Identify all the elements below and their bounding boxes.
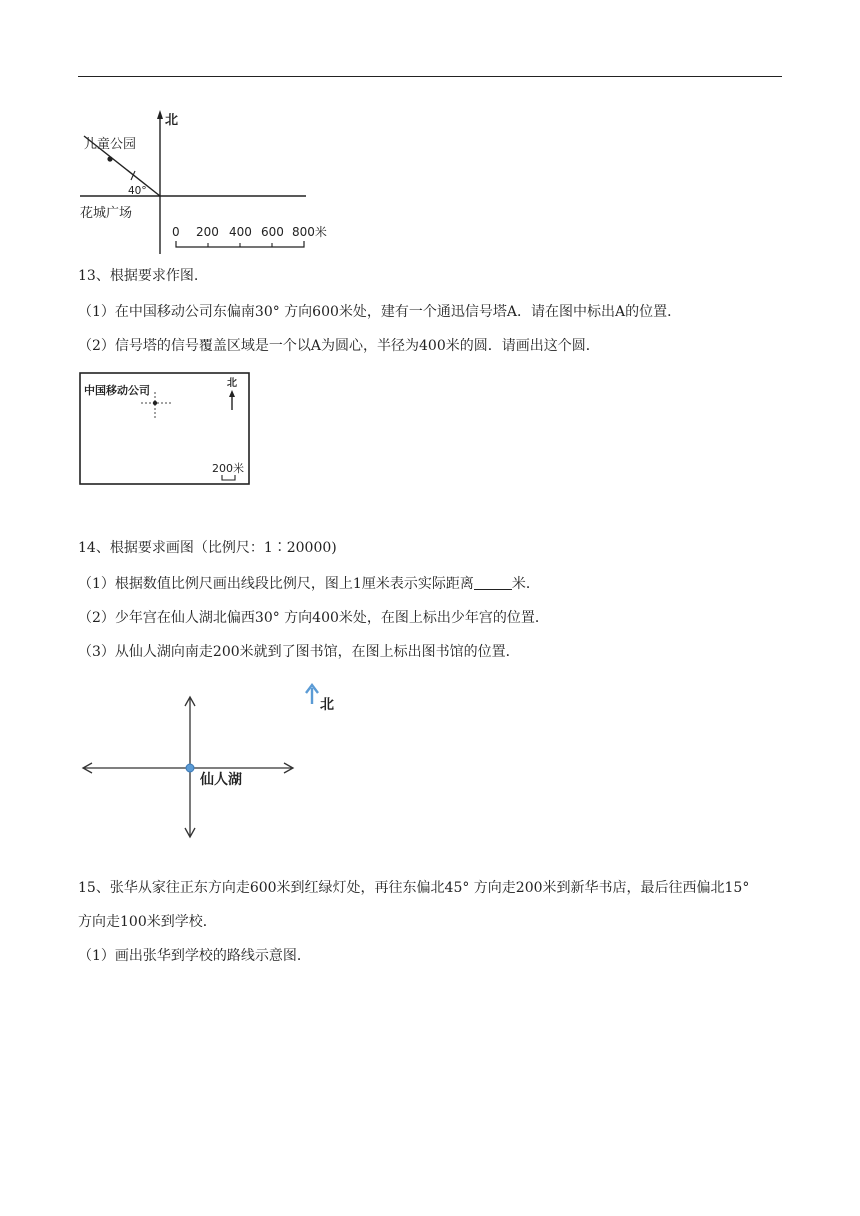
q15-line2: 方向走100米到学校．: [78, 914, 217, 930]
q13-part1: （1）在中国移动公司东偏南30° 方向600米处，建有一个通迅信号塔A．请在图中标出A的位置．: [78, 304, 682, 320]
lake-point: [186, 764, 194, 772]
q15-line1: 15、张华从家往正东方向走600米到红绿灯处，再往东偏北45° 方向走200米到新华书店，最后往西偏北15°: [78, 880, 750, 896]
angle-label: 40°: [128, 185, 147, 197]
north-label: 北: [227, 378, 237, 389]
q14-part2: （2）少年宫在仙人湖北偏西30° 方向400米处，在图上标出少年宫的位置．: [78, 610, 549, 626]
header-rule: [78, 76, 782, 77]
scale-label: 200米: [212, 462, 244, 475]
figure-company-map: [79, 372, 251, 486]
north-label: 北: [320, 697, 334, 713]
park-point: [107, 156, 112, 161]
q13-part2: （2）信号塔的信号覆盖区域是一个以A为圆心，半径为400米的圆．请画出这个圆．: [78, 338, 600, 354]
park-label: 儿童公园: [84, 137, 137, 152]
lake-label: 仙人湖: [200, 772, 242, 788]
scale-label-400: 400: [229, 225, 252, 239]
q13-title: 13、根据要求作图.: [78, 268, 199, 284]
q14-part3: （3）从仙人湖向南走200米就到了图书馆，在图上标出图书馆的位置．: [78, 644, 520, 660]
figure-lake-map: [78, 680, 348, 840]
q15-part1: （1）画出张华到学校的路线示意图．: [78, 948, 311, 964]
q14-title: 14、根据要求画图（比例尺：1∶20000): [78, 540, 337, 556]
answer-blank[interactable]: [474, 575, 512, 590]
q14-part1: （1）根据数值比例尺画出线段比例尺，图上1厘米表示实际距离 米．: [78, 576, 540, 592]
north-arrow-icon: [157, 110, 163, 119]
scale-label-600: 600: [261, 225, 284, 239]
scale-label-200: 200: [196, 225, 219, 239]
scale-label-0: 0: [172, 225, 180, 239]
figure-park-square-map: [78, 104, 340, 260]
square-label: 花城广场: [80, 206, 133, 221]
company-point: [153, 401, 157, 405]
company-label: 中国移动公司: [84, 384, 150, 397]
scale-label-800: 800米: [292, 225, 327, 239]
north-label: 北: [165, 113, 179, 128]
